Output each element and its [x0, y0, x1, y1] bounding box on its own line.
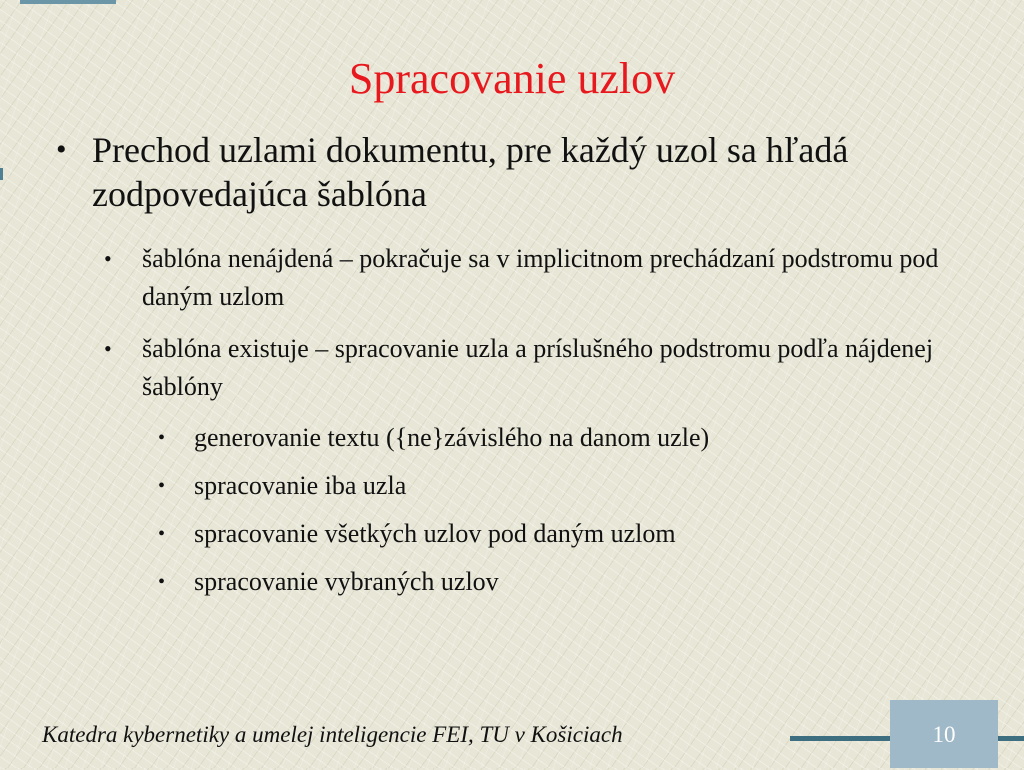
bullet-text: Prechod uzlami dokumentu, pre každý uzol sa hľadá zodpovedajúca šablóna	[92, 130, 849, 214]
bullet-dot: •	[56, 133, 67, 166]
bullet-dot: •	[104, 246, 112, 271]
bullet-text: spracovanie iba uzla	[194, 471, 407, 500]
footer-rule	[790, 736, 890, 741]
bullet-text: spracovanie všetkých uzlov pod daným uzlom	[194, 519, 676, 548]
bullet-dot: •	[158, 571, 166, 593]
bullet-text: spracovanie vybraných uzlov	[194, 567, 499, 596]
slide-title: Spracovanie uzlov	[348, 54, 676, 103]
bullet-text: šablóna nenájdená – pokračuje sa v implicitnom prechádzaní podstromu pod daným uzlom	[142, 244, 939, 311]
bullet-dot: •	[158, 427, 166, 449]
footer-text: Katedra kybernetiky a umelej inteligencie FEI, TU v Košiciach	[42, 722, 623, 747]
footer-rule-right	[998, 736, 1024, 741]
bullet-dot: •	[104, 336, 112, 361]
top-decoration	[20, 0, 116, 4]
side-decoration	[0, 168, 3, 180]
bullet-dot: •	[158, 523, 166, 545]
bullet-text: generovanie textu ({ne}závislého na danom uzle)	[194, 423, 710, 452]
page-number: 10	[890, 700, 998, 768]
bullet-text: šablóna existuje – spracovanie uzla a príslušného podstromu podľa nájdenej šablóny	[142, 334, 934, 401]
bullet-dot: •	[158, 475, 166, 497]
